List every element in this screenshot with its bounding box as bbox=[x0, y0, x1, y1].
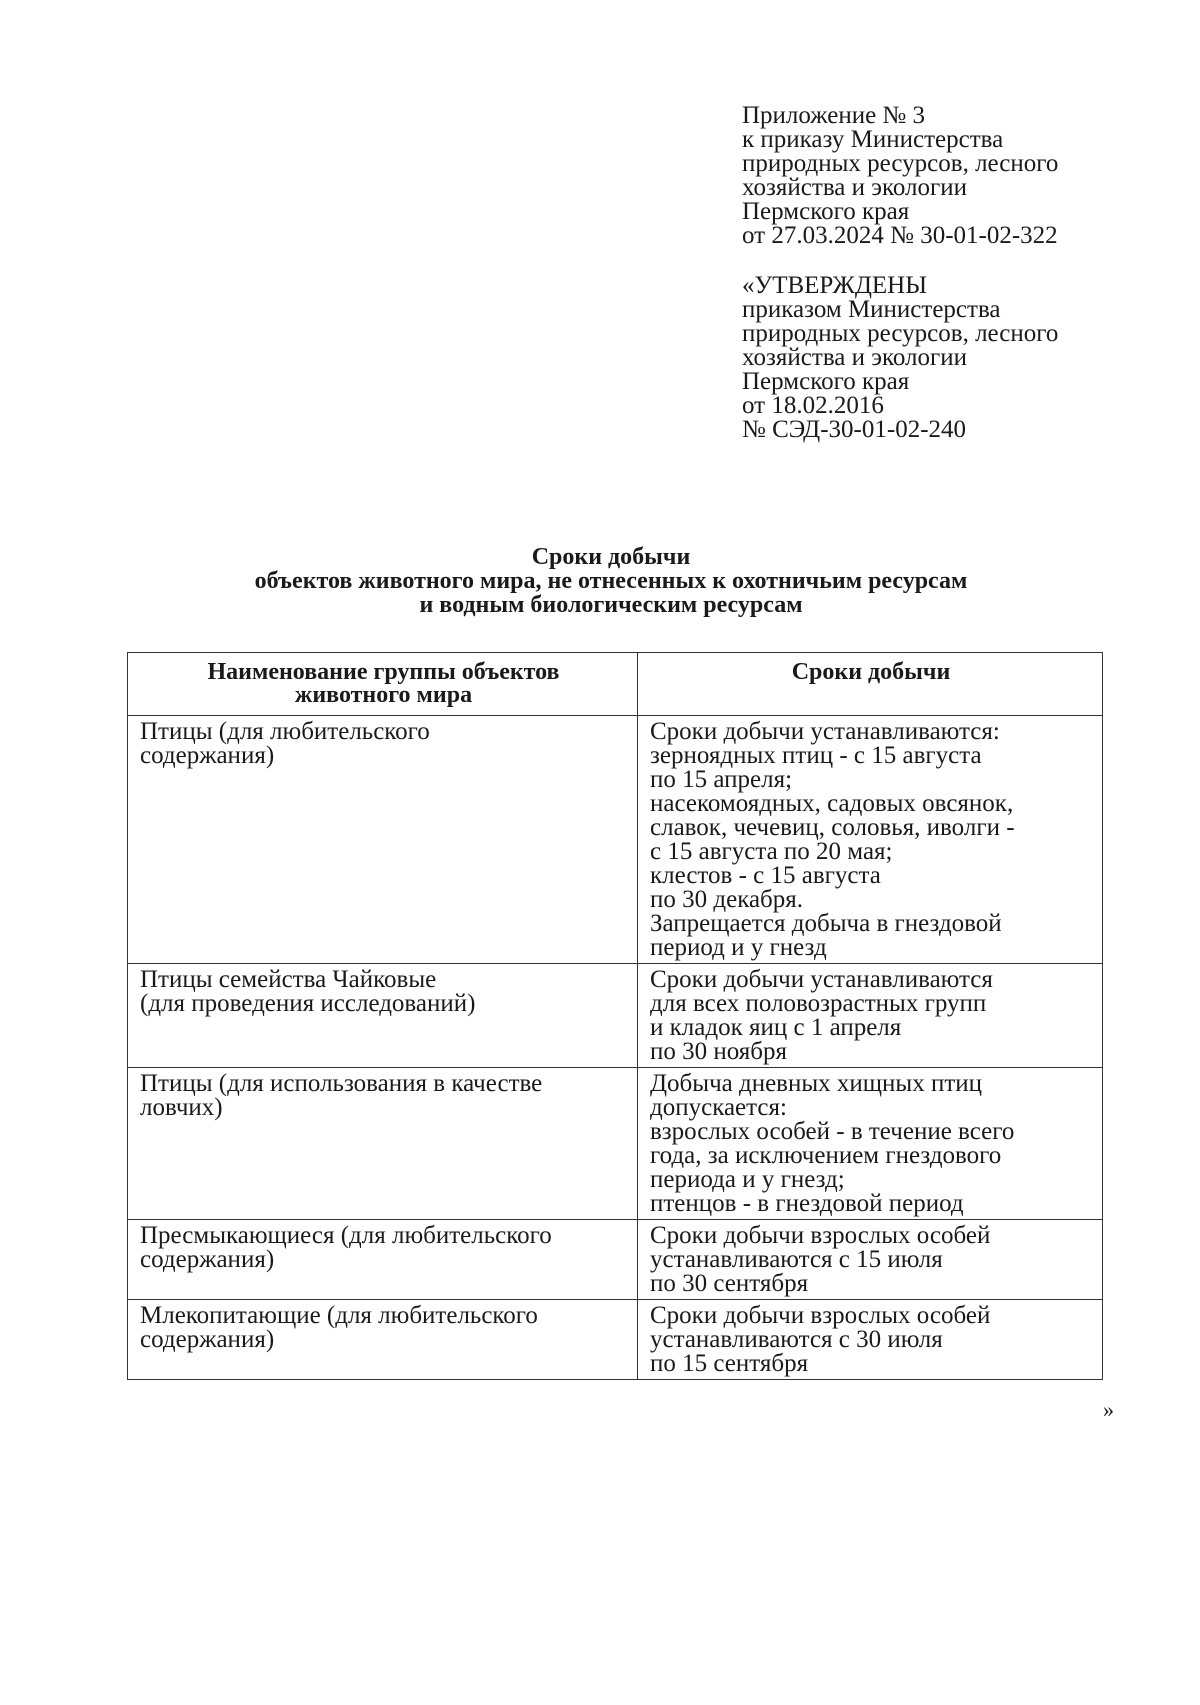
cell-line: взрослых особей - в течение всего bbox=[650, 1118, 1015, 1145]
cell-group-name bbox=[128, 1220, 638, 1300]
cell-line: Птицы (для любительского bbox=[140, 718, 430, 745]
cell-line: и кладок яиц с 1 апреля bbox=[650, 1014, 902, 1041]
closing-quote-mark: » bbox=[1103, 1397, 1114, 1422]
appendix-line: к приказу Министерства bbox=[742, 126, 1004, 153]
cell-group-name bbox=[128, 716, 638, 964]
cell-line: Птицы семейства Чайковые bbox=[140, 966, 437, 993]
cell-line: славок, чечевиц, соловья, иволги - bbox=[650, 814, 1015, 841]
cell-line: период и у гнезд bbox=[650, 934, 827, 961]
cell-line: Сроки добычи устанавливаются: bbox=[650, 718, 1000, 745]
cell-line: Запрещается добыча в гнездовой bbox=[650, 910, 1002, 937]
cell-line: по 30 ноября bbox=[650, 1038, 787, 1065]
appendix-line: от 27.03.2024 № 30-01-02-322 bbox=[742, 222, 1058, 249]
approved-line: природных ресурсов, лесного bbox=[742, 320, 1059, 347]
header-line: Сроки добычи bbox=[791, 659, 951, 685]
cell-terms bbox=[638, 964, 1103, 1068]
appendix-line: хозяйства и экологии bbox=[742, 174, 968, 201]
appendix-header bbox=[742, 104, 1142, 248]
cell-line: птенцов - в гнездовой период bbox=[650, 1190, 964, 1217]
table-row bbox=[128, 964, 1103, 1068]
cell-line: устанавливаются с 15 июля bbox=[650, 1246, 943, 1273]
cell-line: клестов - с 15 августа bbox=[650, 862, 881, 889]
cell-line: периода и у гнезд; bbox=[650, 1166, 845, 1193]
appendix-line: Приложение № 3 bbox=[742, 102, 926, 129]
table-body bbox=[128, 716, 1103, 1380]
cell-line: года, за исключением гнездового bbox=[650, 1142, 1002, 1169]
header-line: животного мира bbox=[294, 682, 473, 708]
document-title bbox=[120, 545, 1102, 617]
approved-line: от 18.02.2016 bbox=[742, 392, 884, 419]
cell-terms bbox=[638, 1300, 1103, 1380]
cell-terms bbox=[638, 1068, 1103, 1220]
cell-group-name bbox=[128, 1068, 638, 1220]
approved-line: Пермского края bbox=[742, 368, 910, 395]
approved-line: приказом Министерства bbox=[742, 296, 1001, 323]
cell-group-name bbox=[128, 1300, 638, 1380]
table-row bbox=[128, 716, 1103, 964]
cell-line: Млекопитающие (для любительского bbox=[140, 1302, 538, 1329]
cell-line: Добыча дневных хищных птиц bbox=[650, 1070, 983, 1097]
title-line: Сроки добычи bbox=[531, 544, 691, 570]
cell-line: содержания) bbox=[140, 1326, 275, 1353]
approved-line: «УТВЕРЖДЕНЫ bbox=[742, 272, 928, 299]
approved-line: хозяйства и экологии bbox=[742, 344, 968, 371]
cell-line: ловчих) bbox=[140, 1094, 223, 1121]
cell-line: по 15 сентября bbox=[650, 1350, 809, 1377]
cell-line: содержания) bbox=[140, 1246, 275, 1273]
title-line: и водным биологическим ресурсам bbox=[419, 592, 803, 618]
cell-line: (для проведения исследований) bbox=[140, 990, 476, 1017]
cell-terms bbox=[638, 716, 1103, 964]
header-group-name bbox=[128, 653, 638, 716]
cell-line: по 30 декабря. bbox=[650, 886, 804, 913]
table-row bbox=[128, 1300, 1103, 1380]
cell-line: зерноядных птиц - с 15 августа bbox=[650, 742, 982, 769]
title-line: объектов животного мира, не отнесенных к охотничьим ресурсам bbox=[254, 568, 968, 594]
appendix-line: природных ресурсов, лесного bbox=[742, 150, 1059, 177]
appendix-line: Пермского края bbox=[742, 198, 910, 225]
table-header-row bbox=[128, 653, 1103, 716]
cell-group-name bbox=[128, 964, 638, 1068]
cell-line: Пресмыкающиеся (для любительского bbox=[140, 1222, 552, 1249]
cell-line: по 15 апреля; bbox=[650, 766, 793, 793]
cell-line: для всех половозрастных групп bbox=[650, 990, 987, 1017]
cell-line: по 30 сентября bbox=[650, 1270, 809, 1297]
cell-terms bbox=[638, 1220, 1103, 1300]
cell-line: Птицы (для использования в качестве bbox=[140, 1070, 543, 1097]
cell-line: с 15 августа по 20 мая; bbox=[650, 838, 893, 865]
table-row bbox=[128, 1220, 1103, 1300]
hunting-terms-table bbox=[127, 652, 1103, 1380]
cell-line: допускается: bbox=[650, 1094, 787, 1121]
cell-line: Сроки добычи взрослых особей bbox=[650, 1302, 991, 1329]
approval-stamp-text bbox=[742, 274, 1142, 442]
table-row bbox=[128, 1068, 1103, 1220]
cell-line: Сроки добычи устанавливаются bbox=[650, 966, 993, 993]
header-line: Наименование группы объектов bbox=[207, 659, 560, 685]
approved-line: № СЭД-30-01-02-240 bbox=[742, 416, 967, 443]
header-terms bbox=[638, 653, 1103, 716]
cell-line: устанавливаются с 30 июля bbox=[650, 1326, 943, 1353]
cell-line: насекомоядных, садовых овсянок, bbox=[650, 790, 1014, 817]
cell-line: Сроки добычи взрослых особей bbox=[650, 1222, 991, 1249]
cell-line: содержания) bbox=[140, 742, 275, 769]
